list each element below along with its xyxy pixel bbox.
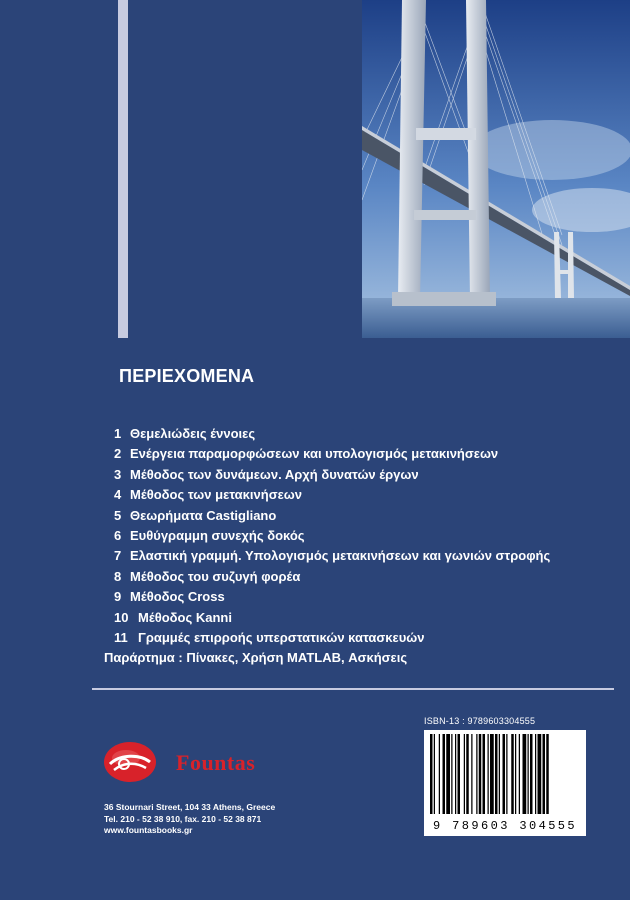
barcode-bar [511, 734, 514, 814]
toc-appendix: Παράρτημα : Πίνακες, Χρήση MATLAB, Ασκήσεις [104, 650, 408, 665]
barcode-bar [535, 734, 536, 814]
fountas-logo-icon [102, 740, 158, 784]
toc-item-title: Θεμελιώδεις έννοιες [130, 426, 256, 441]
barcode-bar [439, 734, 440, 814]
divider-line [92, 688, 614, 690]
toc-item [104, 424, 550, 444]
toc-item [104, 485, 550, 505]
barcode-bar [451, 734, 452, 814]
decorative-side-bar [118, 0, 128, 338]
toc-item-title: Γραμμές επιρροής υπερστατικών κατασκευών [138, 629, 425, 645]
barcode-bar [466, 734, 469, 814]
toc-item-number: 3 [114, 466, 122, 482]
toc-item [104, 628, 550, 648]
toc-item-number: 5 [114, 507, 122, 523]
barcode-bar [476, 734, 477, 814]
barcode-bar [455, 734, 456, 814]
barcode-bar [538, 734, 542, 814]
toc-item-title: Θεωρήματα Castigliano [130, 507, 277, 523]
toc-item-title: Ευθύγραμμη συνεχής δοκός [130, 527, 305, 543]
toc-list [104, 424, 550, 648]
toc-item [104, 587, 550, 607]
toc-item-number: 2 [114, 446, 122, 462]
publisher-address [104, 802, 275, 837]
toc-item-title: Μέθοδος του συζυγή φορέα [130, 568, 301, 584]
toc-item [104, 546, 550, 566]
toc-item-number: 6 [114, 527, 122, 543]
toc-item-title: Μέθοδος των δυνάμεων. Αρχή δυνατών έργων [130, 466, 419, 482]
barcode-bar [434, 734, 435, 814]
toc-item-title: Μέθοδος Kanni [138, 609, 232, 625]
barcode-bar [519, 734, 520, 814]
toc-item [104, 567, 550, 587]
toc-item-number: 4 [114, 487, 122, 503]
toc-item [104, 608, 550, 628]
barcode-bar [543, 734, 546, 814]
toc-item-title: Ελαστική γραμμή. Υπολογισμός μετακινήσεων και γωνιών στροφής [130, 548, 551, 564]
toc-item-number: 9 [114, 589, 122, 605]
toc-item [104, 526, 550, 546]
barcode-bar [458, 734, 461, 814]
toc-item-title: Μέθοδος των μετακινήσεων [130, 487, 302, 503]
barcode-digits: 9 789603 304555 [432, 819, 578, 833]
barcode-bar [499, 734, 500, 814]
barcode-bar [446, 734, 450, 814]
barcode-bar [483, 734, 486, 814]
publisher-brand: Fountas [176, 750, 256, 775]
toc-heading: ΠΕΡΙΕΧΟΜΕΝΑ [119, 366, 255, 386]
barcode-bar [430, 734, 433, 814]
toc-item-number: 11 [114, 629, 128, 645]
barcode-bar [464, 734, 465, 814]
toc-item [104, 465, 550, 485]
barcode-bar [488, 734, 489, 814]
address-line: 36 Stournari Street, 104 33 Athens, Greece [104, 802, 276, 812]
toc-item-title: Μέθοδος Cross [130, 589, 225, 605]
toc-item-number: 7 [114, 548, 122, 564]
barcode-bar [506, 734, 507, 814]
toc-item [104, 506, 550, 526]
barcode-bar [443, 734, 446, 814]
isbn-label: ISBN-13 : 9789603304555 [424, 716, 536, 726]
toc-item-number: 1 [114, 426, 122, 441]
barcode-bar [503, 734, 506, 814]
barcode-bar [515, 734, 516, 814]
toc-item-number: 10 [114, 609, 129, 625]
toc-item-title: Ενέργεια παραμορφώσεων και υπολογισμός μετακινήσεων [130, 446, 499, 462]
website-line: www.fountasbooks.gr [104, 825, 193, 835]
barcode-bar [490, 734, 494, 814]
barcode-bar [546, 734, 549, 814]
barcode-bar [495, 734, 498, 814]
barcode-bar [528, 734, 529, 814]
phone-line: Tel. 210 - 52 38 910, fax. 210 - 52 38 871 [104, 813, 262, 824]
toc-item-number: 8 [114, 568, 122, 584]
toc-item [104, 444, 550, 464]
barcode-bar [479, 734, 482, 814]
barcode [424, 730, 586, 836]
barcode-bar [471, 734, 472, 814]
barcode-bar [530, 734, 533, 814]
barcode-bar [523, 734, 527, 814]
bridge-photo [362, 0, 630, 338]
